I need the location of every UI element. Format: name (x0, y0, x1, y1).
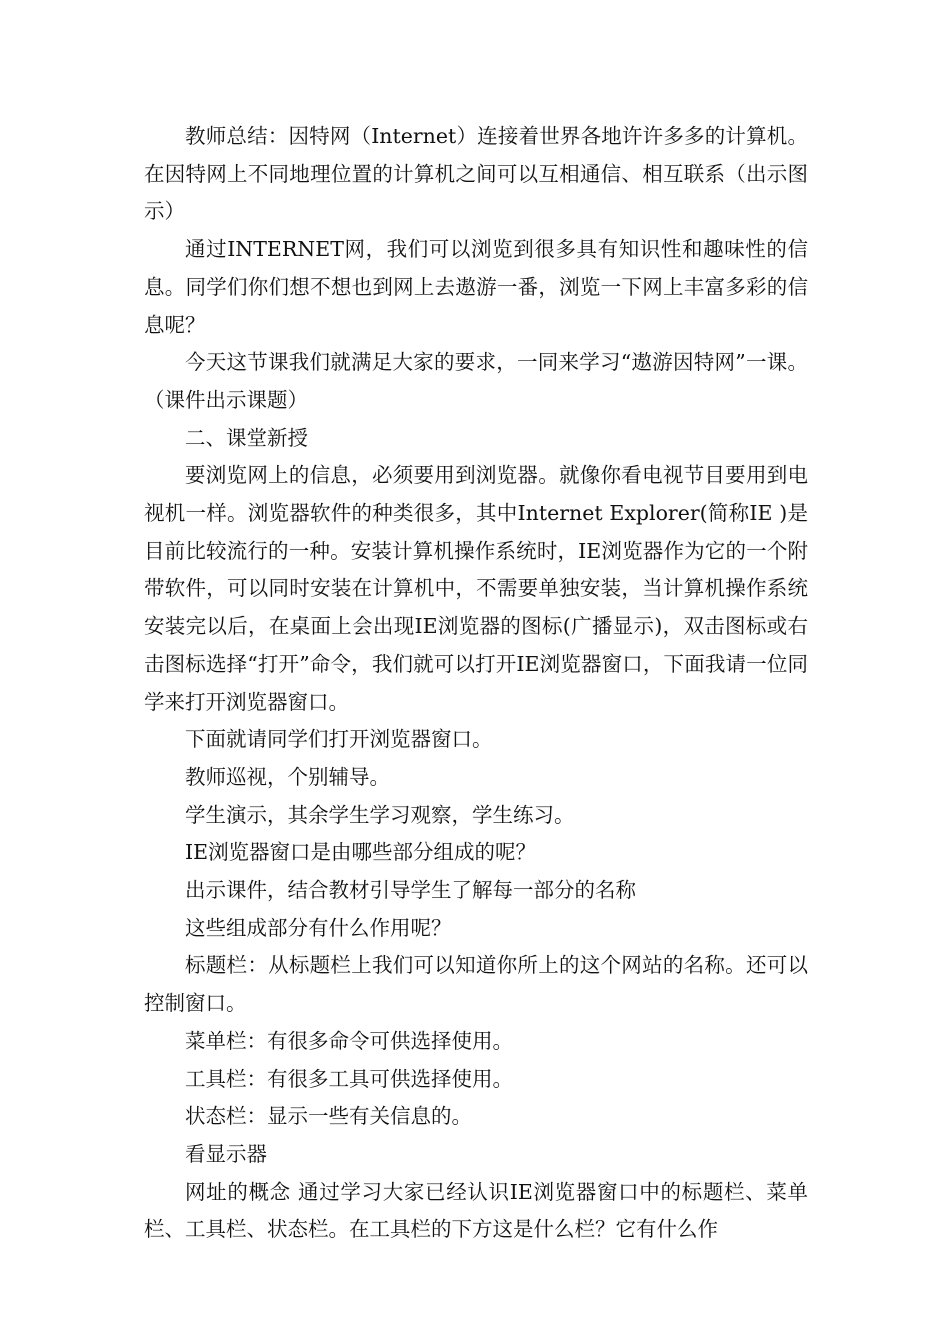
paragraph-teacher-patrol: 教师巡视，个别辅导。 (185, 764, 390, 789)
paragraph-menu-bar: 菜单栏：有很多命令可供选择使用。 (185, 1028, 513, 1053)
paragraph-status-bar: 状态栏：显示一些有关信息的。 (185, 1104, 472, 1129)
paragraph-internet-intro: 通过INTERNET网，我们可以浏览到很多具有知识性和趣味性的信息。同学们你们想不想也到网上去遨游一番，浏览一下网上丰富多彩的信息呢？ (144, 237, 808, 337)
section-heading-new-lesson: 二、课堂新授 (185, 425, 308, 450)
paragraph-teacher-summary: 教师总结：因特网（Internet）连接着世界各地许许多多的计算机。在因特网上不同地理位置的计算机之间可以互相通信、相互联系（出示图示） (144, 124, 808, 224)
paragraph-parts-function-question: 这些组成部分有什么作用呢？ (185, 915, 452, 940)
paragraph-lesson-topic: 今天这节课我们就满足大家的要求，一同来学习“遨游因特网”一课。（课件出示课题） (144, 350, 808, 412)
paragraph-ie-parts-question: IE浏览器窗口是由哪些部分组成的呢？ (185, 840, 537, 865)
paragraph-browser-explanation: 要浏览网上的信息，必须要用到浏览器。就像你看电视节目要用到电视机一样。浏览器软件的种类很多，其中Internet Explorer(简称IE )是目前比较流行的一种。安装计算机操作系统时，IE浏览器作为它的一个附带软件，可以同时安装在计算机中，不需要单独安装，当计算机操作系统安装完以后，在桌面上会出现IE浏览器的图标(广播显示)，双击图标或右击图标选择“打开”命令，我们就可以打开IE浏览器窗口，下面我请一位同学来打开浏览器窗口。 (144, 463, 808, 714)
paragraph-show-courseware: 出示课件，结合教材引导学生了解每一部分的名称 (185, 878, 636, 903)
paragraph-open-browser: 下面就请同学们打开浏览器窗口。 (185, 727, 493, 752)
paragraph-title-bar: 标题栏：从标题栏上我们可以知道你所上的这个网站的名称。还可以控制窗口。 (144, 953, 808, 1016)
paragraph-url-concept: 网址的概念 通过学习大家已经认识IE浏览器窗口中的标题栏、菜单栏、工具栏、状态栏。在工具栏的下方这是什么栏？它有什么作 (144, 1179, 808, 1242)
document-body (144, 118, 808, 1249)
paragraph-toolbar: 工具栏：有很多工具可供选择使用。 (185, 1066, 513, 1091)
paragraph-look-monitor: 看显示器 (185, 1141, 267, 1166)
paragraph-student-demo: 学生演示，其余学生学习观察，学生练习。 (185, 802, 575, 827)
